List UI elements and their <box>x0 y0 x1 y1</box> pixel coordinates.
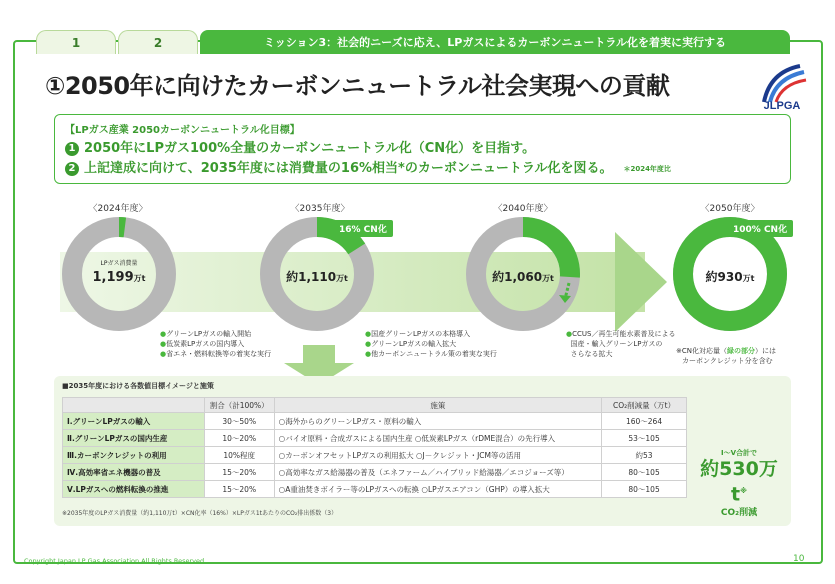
goal-line-1-text: 2050年にLPガス100%全量のカーボンニュートラル化（CN化）を目指す。 <box>84 141 536 156</box>
bullets-2035 <box>365 329 497 359</box>
goal-line-2-text: 上記達成に向けて、2035年度には消費量の16%相当*のカーボンニュートラル化を図る。 <box>84 161 613 176</box>
donut-2024-unit: 万t <box>133 274 146 283</box>
donut-2024-sublabel: LPガス消費量 <box>100 260 138 267</box>
measures-table <box>62 397 687 498</box>
row-measure: ○バイオ原料・合成ガスによる国内生産 ○低炭素LPガス（rDME混合）の先行導入 <box>274 430 601 447</box>
row-item: Ⅱ.グリーンLPガスの国内生産 <box>63 430 205 447</box>
donut-2050-value <box>673 268 787 285</box>
row-measure: ○カーボンオフセットLPガスの利用拡大 ○J－クレジット・JCM等の活用 <box>274 447 601 464</box>
table-row <box>63 430 687 447</box>
col-header: CO₂削減量（万t） <box>602 398 687 413</box>
donut-2050-number: 約930 <box>705 270 743 284</box>
logo-text: JLPGA <box>763 100 801 112</box>
col-header <box>63 398 205 413</box>
row-ratio: 10〜20% <box>204 430 274 447</box>
page-number: 10 <box>793 554 805 564</box>
row-ratio: 30〜50% <box>204 413 274 430</box>
row-co2: 80〜105 <box>602 481 687 498</box>
mission-tab[interactable]: ミッション3：社会的ニーズに応え、LPガスによるカーボンニュートラル化を着実に実行する <box>200 30 790 54</box>
bullet-item: さらなる拡大 <box>570 350 613 358</box>
donut-2040-value <box>466 268 580 285</box>
down-arrow-stem <box>303 345 335 363</box>
donut-2050-unit: 万t <box>742 274 755 283</box>
row-measure: ○高効率なガス給湯器の普及（エネファーム／ハイブリッド給湯器／エコジョーズ等） <box>274 464 601 481</box>
row-co2: 53〜105 <box>602 430 687 447</box>
bullet-item: 国産・輸入グリーンLPガスの <box>570 340 663 348</box>
year-2024: 〈2024年度〉 <box>88 204 148 214</box>
donut-2040-number: 約1,060 <box>492 270 543 284</box>
row-co2: 約53 <box>602 447 687 464</box>
row-measure: ○海外からのグリーンLPガス・原料の輸入 <box>274 413 601 430</box>
bullet-item: ●グリーンLPガスの輸入開始 <box>160 330 252 338</box>
goal-line-2 <box>65 159 780 179</box>
goal-heading: 【LPガス産業 2050カーボンニュートラル化目標】 <box>65 125 300 136</box>
badge-16-cn: 16% CN化 <box>333 220 393 237</box>
copyright: Copyright Japan LP Gas Association All Rights Reserved. <box>24 557 207 565</box>
co2-summary <box>694 448 784 518</box>
bullet-item: ●国産グリーンLPガスの本格導入 <box>365 330 471 338</box>
number-1-icon: 1 <box>65 142 79 156</box>
bullet-item: ●低炭素LPガスの国内導入 <box>160 340 245 348</box>
goal-line-2-note: ＊2024年度比 <box>623 165 671 173</box>
summary-line3: CO₂削減 <box>720 508 758 519</box>
row-item: Ⅴ.LPガスへの燃料転換の推進 <box>63 481 205 498</box>
donut-2035-number: 約1,110 <box>286 270 337 284</box>
tab-2[interactable]: 2 <box>118 30 198 54</box>
badge-100-cn: 100% CN化 <box>727 220 793 237</box>
donut-2024-value <box>62 270 176 285</box>
year-2040: 〈2040年度〉 <box>493 204 553 214</box>
bullet-item: ●他カーボンニュートラル策の着実な実行 <box>365 350 497 358</box>
cn-note: ※CN化対応量（緑の部分）には カーボンクレジット分を含む <box>676 347 776 365</box>
table-heading: ■2035年度における各数値目標イメージと施策 <box>62 382 214 390</box>
table-row <box>63 481 687 498</box>
donut-2035-unit: 万t <box>336 274 348 283</box>
year-2050: 〈2050年度〉 <box>700 204 760 214</box>
goal-box <box>54 114 791 184</box>
row-ratio: 15〜20% <box>204 481 274 498</box>
number-2-icon: 2 <box>65 162 79 176</box>
row-measure: ○A重油焚きボイラー等のLPガスへの転換 ○LPガスエアコン（GHP）の導入拡大 <box>274 481 601 498</box>
bullets-2024 <box>160 329 271 359</box>
donut-2024-number: 1,199 <box>92 270 134 285</box>
bullets-2040 <box>566 329 675 359</box>
col-header: 施策 <box>274 398 601 413</box>
tab-1[interactable]: 1 <box>36 30 116 54</box>
table-row <box>63 464 687 481</box>
donut-2040-unit: 万t <box>542 274 554 283</box>
summary-line1: Ⅰ～Ⅴ合計で <box>720 449 758 457</box>
row-item: Ⅲ.カーボンクレジットの利用 <box>63 447 205 464</box>
table-row <box>63 447 687 464</box>
row-item: Ⅰ.グリーンLPガスの輸入 <box>63 413 205 430</box>
goal-line-1 <box>65 139 780 159</box>
row-co2: 160〜264 <box>602 413 687 430</box>
footnote: ※2035年度のLPガス消費量（約1,110万t）×CN化率（16%）×LPガス1tあたりのCO₂排出係数（3） <box>62 510 338 517</box>
year-2035: 〈2035年度〉 <box>290 204 350 214</box>
bullet-item: ●省エネ・燃料転換等の着実な実行 <box>160 350 272 358</box>
table-row <box>63 413 687 430</box>
bullet-item: ●グリーンLPガスの輸入拡大 <box>365 340 457 348</box>
row-item: Ⅳ.高効率省エネ機器の普及 <box>63 464 205 481</box>
row-ratio: 10%程度 <box>204 447 274 464</box>
col-header: 割合（計100%） <box>204 398 274 413</box>
row-ratio: 15〜20% <box>204 464 274 481</box>
page-title: ①2050年に向けたカーボンニュートラル社会実現への貢献 <box>45 72 670 100</box>
bullet-item: ●CCUS／再生可能水素普及による <box>566 330 676 338</box>
progress-arrow-icon <box>615 232 667 332</box>
summary-total: 約530万t※ <box>700 458 778 506</box>
row-co2: 80〜105 <box>602 464 687 481</box>
donut-2035-value <box>260 268 374 285</box>
